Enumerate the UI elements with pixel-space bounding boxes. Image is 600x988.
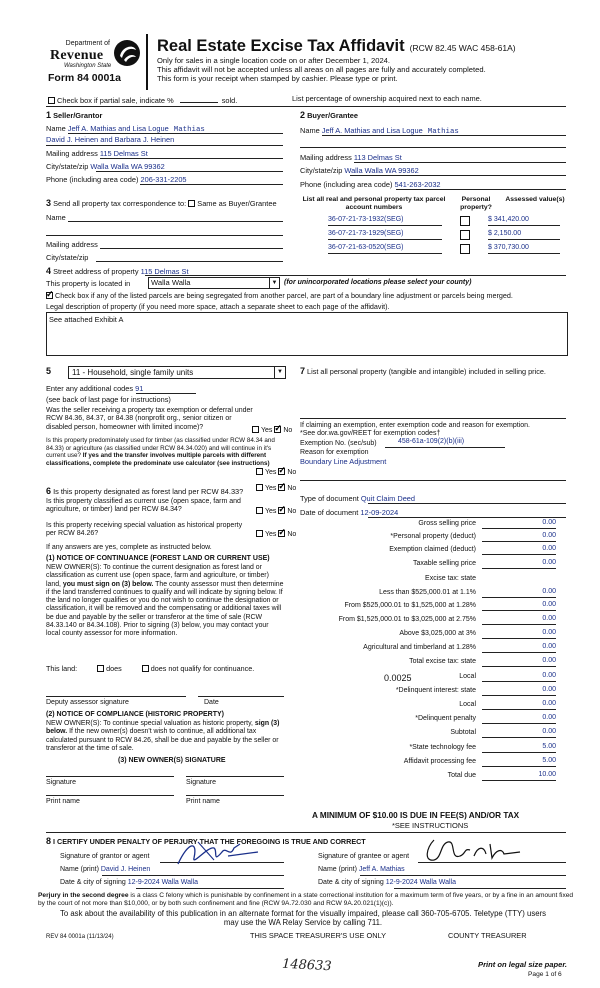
- fee-row: [306, 758, 556, 770]
- fee-row: [306, 589, 556, 601]
- doc-date-label: Date of document: [300, 508, 359, 517]
- grantee-name-row: [318, 866, 405, 875]
- buyer-phone-label: Phone (including area code): [300, 180, 393, 189]
- street-underline: [145, 275, 566, 276]
- buyer-name-1[interactable]: Jeff A. Mathias and Lisa Logue: [321, 126, 423, 135]
- seller-heading-label: Seller/Grantor: [53, 111, 103, 120]
- fee-row: [306, 673, 556, 685]
- parcel-personal-checkbox-3[interactable]: [460, 244, 470, 254]
- s3-mail-label: Mailing address: [46, 240, 98, 249]
- additional-codes-row: [46, 384, 143, 393]
- seller-phone-underline: [140, 184, 283, 185]
- fee-label: Total due: [447, 772, 476, 779]
- form-title: Real Estate Excise Tax Affidavit: [157, 37, 405, 55]
- form-rcw: (RCW 82.45 WAC 458-61A): [409, 43, 516, 53]
- treasurer-space: THIS SPACE TREASURER'S USE ONLY: [250, 931, 387, 940]
- parcel-row-2: [328, 230, 568, 242]
- section4-number: 4: [46, 266, 52, 276]
- grantee-name-label: Name (print): [318, 866, 357, 873]
- additional-codes-underline: [136, 393, 196, 394]
- parcel-value-1[interactable]: $ 341,420.00: [488, 216, 560, 226]
- reason[interactable]: Boundary Line Adjustment: [300, 457, 387, 466]
- parcel-number-3[interactable]: 36-07-21-63-0520(SEG): [328, 244, 442, 254]
- perjury-notice: [38, 892, 580, 907]
- buyer-mail-row: [300, 153, 402, 162]
- grantee-signature: [420, 836, 540, 868]
- notice1-post: The county assessor must then determine if the land transferred continues to qualify and will indicate by signing below. If the land no longer qualifies or you do not wish to continue the designation or classification, it will be removed and the compensating or additional taxes will be due and payable by the seller or transferor at the time of sale (RCW 84.33.140 or 84.34.108). Prior to signing (3) below, you may contact your local county assessor for more information.: [46, 580, 284, 638]
- grantee-date-label: Date & city of signing: [318, 879, 384, 886]
- location-select[interactable]: [148, 277, 280, 289]
- legal-paper-note: Print on legal size paper.: [478, 960, 568, 969]
- partial-sold-label: sold.: [221, 96, 238, 105]
- located-note: (for unincorporated locations please select your county): [284, 279, 472, 286]
- s3-city-underline: [96, 261, 283, 262]
- buyer-phone-underline: [396, 189, 566, 190]
- partial-sale-label: Check box if partial sale, indicate %: [57, 96, 174, 105]
- parcel-col-header: List all real and personal property tax parcel account numbers: [302, 196, 446, 212]
- notice3-heading: (3) NEW OWNER(S) SIGNATURE: [118, 757, 226, 764]
- partial-percent-field[interactable]: [180, 102, 218, 103]
- s3-name-label: Name: [46, 213, 66, 222]
- section7-heading: [300, 366, 566, 377]
- buyer-city-underline: [350, 175, 566, 176]
- fee-value[interactable]: 0.00: [482, 545, 556, 555]
- fee-label: Taxable selling price: [412, 560, 476, 567]
- see-back-note: (see back of last page for instructions): [46, 395, 171, 404]
- fee-value[interactable]: 0.00: [482, 714, 556, 724]
- fee-label: From $1,525,000.01 to $3,025,000 at 2.75%: [338, 616, 476, 623]
- fee-value[interactable]: 0.00: [482, 532, 556, 542]
- s5-q1-answer: [252, 426, 292, 436]
- seller-name-label: Name: [46, 124, 66, 133]
- s6-q2-yes-label: Yes: [265, 508, 277, 515]
- s6-q1-yes-checkbox[interactable]: [256, 484, 263, 491]
- grantor-date-label: Date & city of signing: [60, 879, 126, 886]
- fee-row: [306, 602, 556, 614]
- seller-phone-row: [46, 175, 187, 184]
- seller-mail-label: Mailing address: [46, 149, 98, 158]
- s5-q2a: Is this property predominately used for timber (as classified under RCW 84.34 and 84.33) or agriculture (as classified under RCW 84.34.020) and will continue in it's current use?: [46, 437, 275, 460]
- exemption-no[interactable]: 458-61a-109(2)(b)(iii): [398, 438, 465, 445]
- buyer-phone[interactable]: 541-263-2032: [394, 180, 441, 189]
- dor-swirl-icon: [112, 38, 142, 68]
- s6-q1-no-label: No: [287, 485, 297, 492]
- grantor-date-underline: [136, 888, 284, 889]
- notice2-heading: (2) NOTICE OF COMPLIANCE (HISTORIC PROPERTY): [46, 711, 224, 718]
- notice1-pre: NEW OWNER(S): To continue the current designation as forest land or classification as current use (open space, farm and agriculture, or timber) land,: [46, 564, 269, 588]
- fee-value[interactable]: 0.00: [482, 588, 556, 598]
- s6-q3-yes-checkbox[interactable]: [256, 530, 263, 537]
- notice1-bold: you must sign on (3) below.: [62, 580, 154, 588]
- section5-number: 5: [46, 366, 52, 376]
- s6-q2-no-checkbox[interactable]: [278, 507, 285, 514]
- fee-label: *Personal property (deduct): [390, 533, 476, 540]
- s5-q1-no-label: No: [283, 427, 293, 434]
- fee-row: [306, 520, 556, 532]
- located-label: This property is located in: [46, 279, 131, 288]
- s5-q2b: If yes and the transfer involves multiple parcels with different classifications, complete the predominate use calculator (see instructions): [46, 452, 270, 468]
- fee-value[interactable]: 5.00: [482, 743, 556, 753]
- seller-name-1-extra[interactable]: Mathias: [173, 126, 205, 134]
- grantor-signature: [168, 838, 268, 870]
- seller-number: 1: [46, 110, 52, 120]
- fee-value[interactable]: 0.00: [482, 686, 556, 696]
- alt-format-notice: To ask about the availability of this publication in an alternate format for the visually impaired, please call 360-705-6705. Teletype (TTY) users may use the WA Relay Service by calling 711.: [59, 909, 547, 927]
- same-as-buyer-label: Same as Buyer/Grantee: [197, 199, 277, 208]
- see-instructions: *SEE INSTRUCTIONS: [392, 821, 469, 830]
- s3-name2-underline: [46, 235, 283, 236]
- fee-value[interactable]: 0.00: [482, 728, 556, 738]
- notice1-body: [46, 564, 284, 639]
- s6-q3-answer: [256, 530, 296, 540]
- fee-row: [306, 630, 556, 642]
- fee-row: [306, 575, 556, 587]
- personal-col-header: Personal property?: [460, 196, 492, 212]
- grantor-name-underline: [102, 875, 284, 876]
- exemption-no-label: Exemption No. (sec/sub): [300, 440, 377, 447]
- fee-row: [306, 729, 556, 741]
- partial-sale-row: [48, 96, 237, 105]
- seller-name-2[interactable]: David J. Heinen and Barbara J. Heinen: [46, 135, 175, 144]
- fee-value[interactable]: 0.00: [482, 601, 556, 611]
- chevron-down-icon[interactable]: ▼: [274, 367, 285, 378]
- personal-property-line[interactable]: [300, 418, 566, 419]
- deputy-sig-line[interactable]: [46, 696, 186, 697]
- legal-description: See attached Exhibit A: [49, 315, 124, 324]
- section3-label: Send all property tax correspondence to:: [53, 199, 187, 208]
- section7-number: 7: [300, 366, 306, 376]
- seller-mail[interactable]: 115 Delmas St: [99, 149, 148, 158]
- buyer-mail-label: Mailing address: [300, 153, 352, 162]
- chevron-down-icon[interactable]: ▼: [269, 278, 279, 288]
- fee-label: *Delinquent interest: state: [395, 687, 476, 694]
- s6-q2-answer: [256, 507, 296, 517]
- s5-q2: [46, 437, 286, 468]
- s6-q3-no-checkbox[interactable]: [278, 530, 285, 537]
- grantor-name-row: [60, 866, 150, 875]
- page-number: Page 1 of 6: [528, 971, 562, 978]
- fee-row: [306, 658, 556, 670]
- s5-q1-no-checkbox[interactable]: [274, 426, 281, 433]
- does-not-checkbox[interactable]: [142, 665, 149, 672]
- fee-row: [306, 687, 556, 699]
- s3-mail-underline: [100, 248, 283, 249]
- seller-name-underline: [68, 133, 283, 134]
- grantor-date-row: [60, 879, 198, 888]
- fee-label: Local: [459, 701, 476, 708]
- doc-type[interactable]: Quit Claim Deed: [360, 494, 416, 503]
- fee-row: [306, 533, 556, 545]
- seller-phone[interactable]: 206-331-2205: [140, 175, 187, 184]
- fee-label: Excise tax: state: [425, 575, 476, 582]
- fee-label: Subtotal: [450, 729, 476, 736]
- seller-name2-underline: [46, 145, 283, 146]
- reason-label: Reason for exemption: [300, 449, 369, 456]
- notice2-body: [46, 720, 284, 753]
- notice2-pre: NEW OWNER(S): To continue special valuation as historic property,: [46, 720, 253, 727]
- fee-value[interactable]: 0.00: [482, 700, 556, 710]
- buyer-name-label: Name: [300, 126, 320, 135]
- s3-name-underline: [68, 221, 283, 222]
- does-checkbox[interactable]: [97, 665, 104, 672]
- fee-label: Above $3,025,000 at 3%: [399, 630, 476, 637]
- header-instructions: [157, 56, 486, 83]
- seller-city[interactable]: Walla Walla WA 99362: [90, 162, 165, 171]
- exemption-intro: If claiming an exemption, enter exemption code and reason for exemption. *See dor.wa.gov/REET for exemption codes†: [300, 422, 530, 438]
- minimum-due: A MINIMUM OF $10.00 IS DUE IN FEE(S) AND/OR TAX: [312, 811, 520, 820]
- fee-label: Gross selling price: [418, 520, 476, 527]
- this-land-label: This land:: [46, 664, 78, 673]
- fee-label: From $525,000.01 to $1,525,000 at 1.28%: [344, 602, 476, 609]
- s6-q2-no-label: No: [287, 508, 297, 515]
- owner-sig-line-2[interactable]: [186, 776, 284, 777]
- s5-q2-no-label: No: [287, 469, 297, 476]
- s6-q1: Is this property designated as forest land per RCW 84.33?: [53, 487, 244, 496]
- fee-value[interactable]: 0.00: [482, 657, 556, 667]
- s5-q2-yes-label: Yes: [265, 469, 277, 476]
- perjury-bold: Perjury in the second degree: [38, 892, 129, 899]
- does-not-label: does not qualify for continuance.: [150, 664, 255, 673]
- doc-type-row: [300, 494, 415, 503]
- state-name: Washington State: [64, 63, 112, 69]
- parcel-value-2[interactable]: $ 2,150.00: [488, 230, 560, 240]
- grantee-date-underline: [394, 888, 566, 889]
- grantee-date[interactable]: 12-9-2024 Walla Walla: [385, 879, 457, 886]
- notice2-post: If the new owner(s) doesn't wish to continue, all additional tax calculated pursuant to RCW 84.26, shall be due and payable by the seller or transferor at the time of sale.: [46, 728, 279, 752]
- section3-number: 3: [46, 198, 52, 208]
- fee-label: Agricultural and timberland at 1.28%: [363, 644, 476, 651]
- parcel-personal-checkbox-2[interactable]: [460, 230, 470, 240]
- buyer-heading: [300, 110, 358, 121]
- perjury-text: is a class C felony which is punishable by confinement in a state correctional institution for a maximum term of five years, or by a fine in an amount fixed by the court of not more than $10,000, or by both such confinement and fine (RCW 9A.72.030 and RCW 9A.20.021(1)(c)).: [38, 892, 574, 907]
- form-number: Form 84 0001a: [48, 72, 121, 84]
- handwritten-receipt-number: 148633: [281, 956, 333, 975]
- owner-print-line-1[interactable]: [46, 795, 174, 796]
- fee-label: Less than $525,000.01 at 1.1%: [379, 589, 476, 596]
- s5-q2-no-checkbox[interactable]: [278, 468, 285, 475]
- section8-number: 8: [46, 836, 52, 846]
- s6-q3-no-label: No: [287, 531, 297, 538]
- owner-print-label-1: Print name: [46, 798, 80, 805]
- additional-codes[interactable]: 91: [135, 384, 144, 393]
- section3-heading: [46, 198, 277, 209]
- parcel-number-1[interactable]: 36-07-21-73-1932(SEG): [328, 216, 442, 226]
- owner-sig-label-2: Signature: [186, 779, 216, 786]
- divider-top: [46, 106, 566, 107]
- owner-sig-label-1: Signature: [46, 779, 76, 786]
- fee-row: [306, 772, 556, 784]
- grantee-name-underline: [360, 875, 566, 876]
- fee-value[interactable]: 10.00: [482, 771, 556, 781]
- fee-label: Total excise tax: state: [409, 658, 476, 665]
- assessed-col-header: Assessed value(s): [505, 196, 565, 203]
- s5-q1-yes-label: Yes: [261, 427, 273, 434]
- s6-q1-no-checkbox[interactable]: [278, 484, 285, 491]
- does-label: does: [106, 664, 122, 673]
- owner-sig-line-1[interactable]: [46, 776, 174, 777]
- doc-date-row: [300, 508, 398, 517]
- seller-mail-underline: [100, 158, 283, 159]
- dept-line: Department of: [65, 40, 110, 47]
- section7-label: List all personal property (tangible and intangible) included in selling price.: [307, 367, 546, 376]
- grantor-name[interactable]: David J. Heinen: [100, 866, 151, 873]
- fee-row: [306, 701, 556, 713]
- notice2-bold: sign (3) below.: [46, 720, 280, 736]
- deputy-date-line[interactable]: [198, 696, 284, 697]
- street-label: Street address of property: [53, 267, 139, 276]
- buyer-phone-row: [300, 180, 441, 189]
- divider-section8: [46, 832, 566, 833]
- location-value: Walla Walla: [151, 278, 191, 287]
- buyer-city[interactable]: Walla Walla WA 99362: [344, 166, 419, 175]
- seller-city-row: [46, 162, 165, 171]
- buyer-city-label: City/state/zip: [300, 166, 343, 175]
- s6-q1-answer: [256, 484, 296, 494]
- agency-name: Revenue: [50, 48, 104, 63]
- seller-name-1[interactable]: Jeff A. Mathias and Lisa Logue: [67, 124, 169, 133]
- owner-print-line-2[interactable]: [186, 795, 284, 796]
- buyer-city-row: [300, 166, 419, 175]
- doc-date-underline: [368, 517, 566, 518]
- buyer-heading-label: Buyer/Grantee: [307, 111, 359, 120]
- grantee-name[interactable]: Jeff A. Mathias: [358, 866, 405, 873]
- seller-city-label: City/state/zip: [46, 162, 89, 171]
- doc-type-underline: [368, 503, 566, 504]
- header-line-1: Only for sales in a single location code on or after December 1, 2024.: [157, 56, 391, 65]
- land-use-value: 11 - Household, single family units: [72, 368, 194, 377]
- s6-q1-yes-label: Yes: [265, 485, 277, 492]
- s6-q2-yes-checkbox[interactable]: [256, 507, 263, 514]
- section6-number: 6: [46, 486, 52, 496]
- notice1-heading: (1) NOTICE OF CONTINUANCE (FOREST LAND OR CURRENT USE): [46, 555, 270, 562]
- header-divider: [146, 34, 148, 90]
- grantor-date[interactable]: 12-9-2024 Walla Walla: [127, 879, 199, 886]
- fee-label: Exemption claimed (deduct): [389, 546, 476, 553]
- s5-q2-yes-checkbox[interactable]: [256, 468, 263, 475]
- fee-value[interactable]: 0.00: [482, 643, 556, 653]
- fee-row: [306, 744, 556, 756]
- doc-type-label: Type of document: [300, 494, 359, 503]
- buyer-mail-underline: [354, 162, 566, 163]
- buyer-mail[interactable]: 113 Delmas St: [353, 153, 402, 162]
- rev-number: REV 84 0001a (11/13/24): [46, 934, 114, 940]
- parcel-personal-checkbox-1[interactable]: [460, 216, 470, 226]
- fee-value[interactable]: 0.00: [482, 629, 556, 639]
- s6-if-yes: If any answers are yes, complete as instructed below.: [46, 544, 212, 551]
- additional-codes-label: Enter any additional codes: [46, 384, 134, 393]
- buyer-number: 2: [300, 110, 306, 120]
- s3-city-label: City/state/zip: [46, 253, 89, 262]
- owner-print-label-2: Print name: [186, 798, 220, 805]
- fee-value[interactable]: 0.00: [482, 615, 556, 625]
- buyer-name2-underline: [300, 147, 566, 148]
- s6-q1-row: [46, 486, 243, 497]
- buyer-name-underline: [322, 135, 566, 136]
- deputy-date-label: Date: [204, 699, 219, 706]
- legal-description-box[interactable]: [46, 312, 568, 356]
- fee-row: [306, 644, 556, 656]
- deputy-sig-label: Deputy assessor signature: [46, 699, 129, 706]
- seller-heading: [46, 110, 102, 121]
- buyer-name-1-extra[interactable]: Mathias: [427, 128, 459, 136]
- grantor-sig-label: Signature of grantor or agent: [60, 853, 150, 860]
- certify-text: I CERTIFY UNDER PENALTY OF PERJURY THAT THE FOREGOING IS TRUE AND CORRECT: [53, 837, 366, 846]
- fee-row: [306, 715, 556, 727]
- segregated-checkbox[interactable]: [46, 292, 53, 299]
- fee-value[interactable]: 0.00: [482, 519, 556, 529]
- doc-date[interactable]: 12-09-2024: [360, 508, 399, 517]
- same-as-buyer-checkbox[interactable]: [188, 200, 195, 207]
- parcel-number-2[interactable]: 36-07-21-73-1929(SEG): [328, 230, 442, 240]
- street-address[interactable]: 115 Delmas St: [140, 267, 189, 276]
- reason-line-2: [300, 480, 566, 481]
- fee-value[interactable]: 0.00: [482, 672, 556, 682]
- s6-q3-yes-label: Yes: [265, 531, 277, 538]
- fee-label: *State technology fee: [409, 744, 476, 751]
- this-land-row: [46, 664, 254, 673]
- exemption-no-underline: [385, 447, 505, 448]
- header-line-2: This affidavit will not be accepted unless all areas on all pages are fully and accurately completed.: [157, 65, 486, 75]
- county-treasurer: COUNTY TREASURER: [448, 931, 527, 940]
- parcel-value-3[interactable]: $ 370,730.00: [488, 244, 560, 254]
- s5-q1-yes-checkbox[interactable]: [252, 426, 259, 433]
- s5-q2-answer: [256, 468, 296, 478]
- fee-row: [306, 560, 556, 572]
- fee-label: *Delinquent penalty: [415, 715, 476, 722]
- seller-phone-label: Phone (including area code): [46, 175, 139, 184]
- fee-value[interactable]: 5.00: [482, 757, 556, 767]
- ownership-note: List percentage of ownership acquired next to each name.: [292, 94, 482, 103]
- fee-label: Affidavit processing fee: [403, 758, 476, 765]
- header-line-3: This form is your receipt when stamped by cashier. Please type or print.: [157, 74, 398, 84]
- located-row: [46, 279, 130, 288]
- parcel-row-3: [328, 244, 568, 256]
- fee-label: Local: [459, 673, 476, 680]
- fee-row: [306, 546, 556, 558]
- s6-q2: Is this property classified as current use (open space, farm and agriculture, or timber) land per RCW 84.34?: [46, 498, 241, 514]
- land-use-select[interactable]: [68, 366, 286, 379]
- segregated-label: Check box if any of the listed parcels are being segregated from another parcel, are part of a boundary line adjustment or parcels being merged.: [55, 291, 513, 300]
- parcel-row-1: [328, 216, 568, 228]
- grantee-date-row: [318, 879, 456, 888]
- s5-q1: Was the seller receiving a property tax exemption or deferral under RCW 84.36, 84.37, or 84.38 (nonprofit org., senior citizen or disabled person, homeowner with limited income)?: [46, 407, 253, 431]
- grantor-name-label: Name (print): [60, 866, 99, 873]
- seller-city-underline: [96, 171, 283, 172]
- legal-label: Legal description of property (if you need more space, attach a separate sheet to each page of the affidavit).: [46, 302, 390, 311]
- fee-row: [306, 616, 556, 628]
- s6-q3: Is this property receiving special valuation as historical property per RCW 84.26?: [46, 522, 243, 538]
- seller-mail-row: [46, 149, 148, 158]
- segregated-row: [46, 291, 513, 300]
- partial-sale-checkbox[interactable]: [48, 97, 55, 104]
- local-rate: 0.0025: [384, 673, 412, 683]
- title-block: [157, 36, 516, 57]
- grantee-sig-label: Signature of grantee or agent: [318, 853, 410, 860]
- fee-value[interactable]: 0.00: [482, 559, 556, 569]
